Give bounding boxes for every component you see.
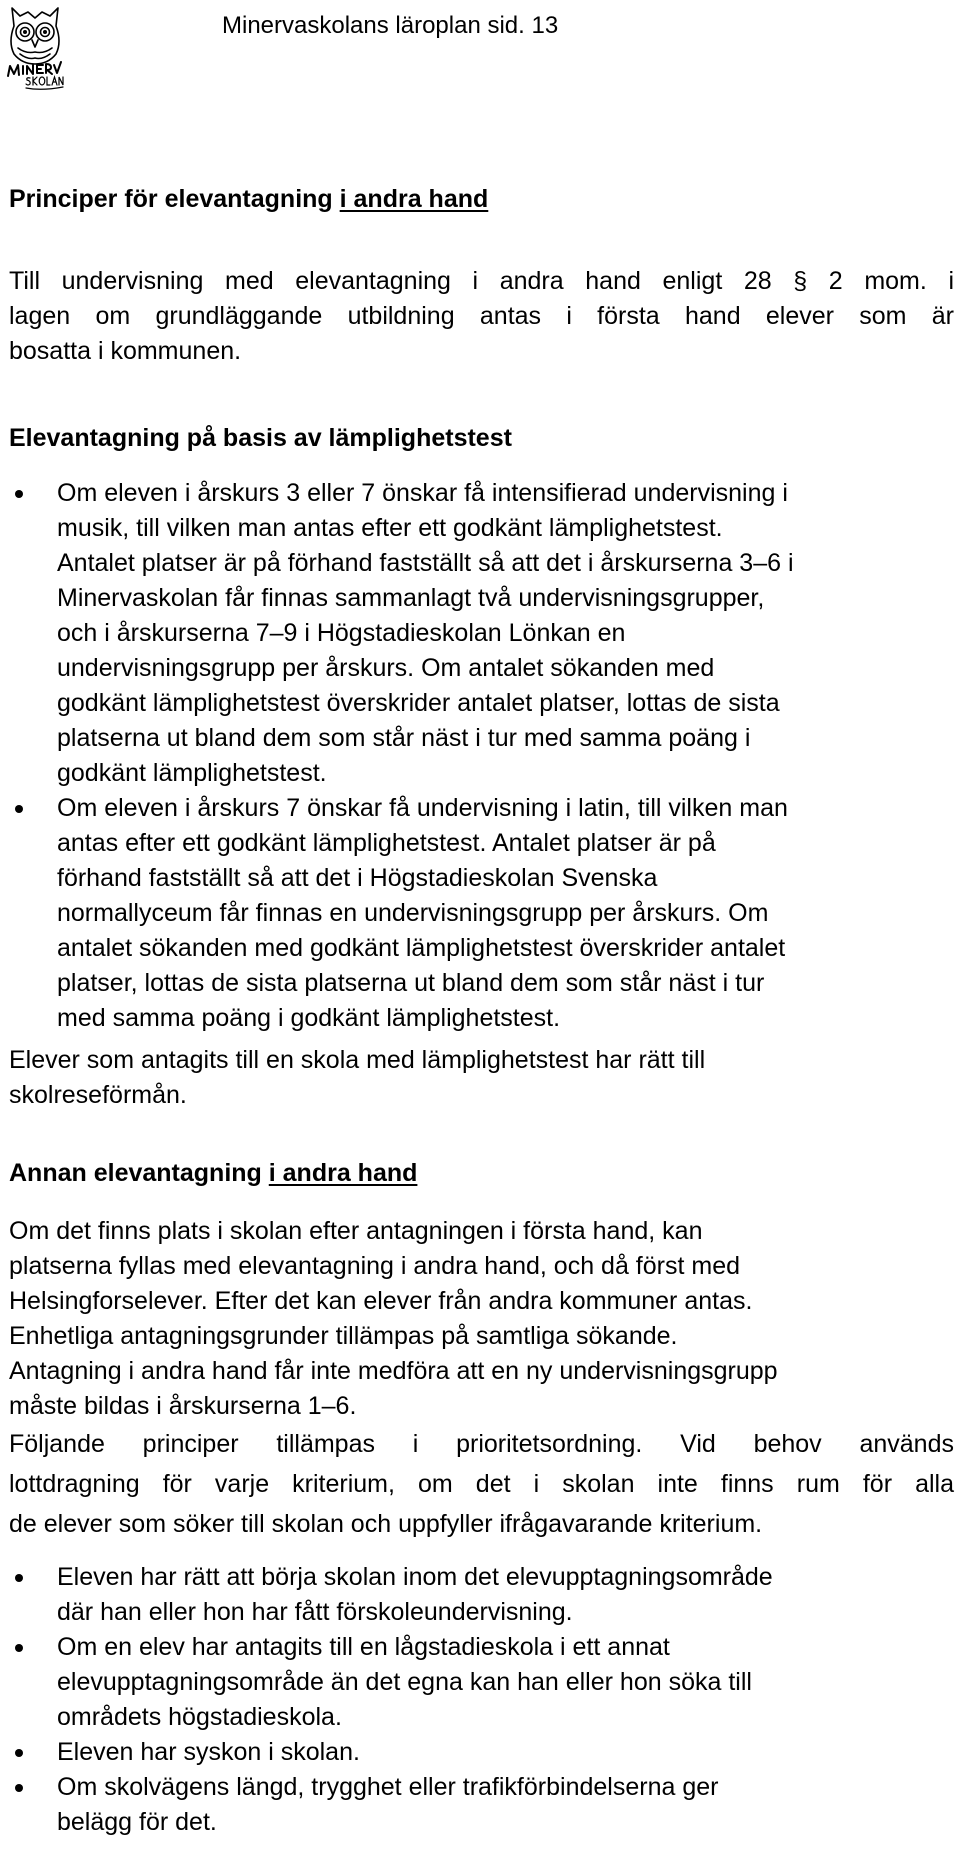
paragraph-line: skolreseförmån.: [9, 1081, 187, 1109]
other-admission-paragraph: [9, 1214, 954, 1424]
paragraph-line: lottdragning för varje kriterium, om det i skolan inte finns rum för alla: [9, 1470, 954, 1498]
paragraph-line: Följande principer tillämpas i prioritetsordning. Vid behov används: [9, 1430, 954, 1458]
principles-paragraph: [9, 1424, 954, 1544]
list-item-line: Eleven har syskon i skolan.: [57, 1738, 360, 1766]
list-item: [0, 1630, 773, 1735]
list-item-line: Eleven har rätt att börja skolan inom det elevupptagningsområde: [57, 1563, 773, 1591]
paragraph-line: Helsingforselever. Efter det kan elever från andra kommuner antas.: [9, 1287, 753, 1315]
paragraph-line: de elever som söker till skolan och uppfyller ifrågavarande kriterium.: [9, 1510, 763, 1538]
page-header-title: Minervaskolans läroplan sid. 13: [222, 12, 559, 39]
bullet-icon: [15, 805, 23, 813]
list-item: [0, 1735, 773, 1770]
paragraph-line: platserna fyllas med elevantagning i andra hand, och då först med: [9, 1252, 741, 1280]
heading-underlined-text: i andra hand: [268, 1159, 418, 1187]
list-item-line: elevupptagningsområde än det egna kan han eller hon söka till: [57, 1668, 752, 1696]
list-item-line: undervisningsgrupp per årskurs. Om antalet sökanden med: [57, 654, 715, 682]
list-item-line: Antalet platser är på förhand fastställt så att det i årskurserna 3–6 i: [57, 549, 794, 577]
list-item-line: belägg för det.: [57, 1808, 217, 1836]
list-item-line: Minervaskolan får finnas sammanlagt två undervisningsgrupper,: [57, 584, 765, 612]
paragraph-line: Om det finns plats i skolan efter antagningen i första hand, kan: [9, 1217, 703, 1245]
list-item-line: platser, lottas de sista platserna ut bland dem som står näst i tur: [57, 969, 765, 997]
list-item-line: antas efter ett godkänt lämplighetstest. Antalet platser är på: [57, 829, 716, 857]
list-item: [0, 791, 794, 1036]
bullet-icon: [15, 1574, 23, 1582]
heading-text: Principer för elevantagning: [9, 185, 340, 213]
list-item: [0, 1770, 773, 1840]
list-item-line: områdets högstadieskola.: [57, 1703, 342, 1731]
section-heading-other-admission: [9, 1156, 417, 1190]
list-item-line: musik, till vilken man antas efter ett godkänt lämplighetstest.: [57, 514, 723, 542]
list-item-line: normallyceum får finnas en undervisningsgrupp per årskurs. Om: [57, 899, 769, 927]
list-item-line: med samma poäng i godkänt lämplighetstest.: [57, 1004, 561, 1032]
list-item-line: där han eller hon har fått förskoleundervisning.: [57, 1598, 573, 1626]
bullet-icon: [15, 1644, 23, 1652]
paragraph-line: Enhetliga antagningsgrunder tillämpas på samtliga sökande.: [9, 1322, 678, 1350]
list-item: [0, 1560, 773, 1630]
aptitude-bullet-list: [0, 476, 794, 1036]
paragraph-line: måste bildas i årskurserna 1–6.: [9, 1392, 357, 1420]
paragraph-line: bosatta i kommunen.: [9, 337, 242, 365]
school-transport-paragraph: [9, 1043, 954, 1113]
paragraph-line: Antagning i andra hand får inte medföra att en ny undervisningsgrupp: [9, 1357, 778, 1385]
list-item-line: och i årskurserna 7–9 i Högstadieskolan Lönkan en: [57, 619, 626, 647]
list-item-line: platserna ut bland dem som står näst i tur med samma poäng i: [57, 724, 751, 752]
list-item-line: godkänt lämplighetstest överskrider antalet platser, lottas de sista: [57, 689, 780, 717]
intro-paragraph: [9, 264, 954, 369]
paragraph-line: lagen om grundläggande utbildning antas i första hand elever som är: [9, 302, 954, 330]
list-item-line: Om en elev har antagits till en lågstadieskola i ett annat: [57, 1633, 670, 1661]
list-item-line: Om eleven i årskurs 3 eller 7 önskar få intensifierad undervisning i: [57, 479, 788, 507]
bullet-icon: [15, 1784, 23, 1792]
section-heading-aptitude-test: Elevantagning på basis av lämplighetstest: [9, 424, 512, 452]
paragraph-line: Elever som antagits till en skola med lämplighetstest har rätt till: [9, 1046, 706, 1074]
list-item-line: förhand fastställt så att det i Högstadieskolan Svenska: [57, 864, 658, 892]
heading-underlined-text: i andra hand: [339, 185, 489, 213]
list-item: [0, 476, 794, 791]
list-item-line: godkänt lämplighetstest.: [57, 759, 327, 787]
owl-logo-icon: [6, 2, 64, 94]
list-item-line: antalet sökanden med godkänt lämplighetstest överskrider antalet: [57, 934, 786, 962]
list-item-line: Om eleven i årskurs 7 önskar få undervisning i latin, till vilken man: [57, 794, 788, 822]
list-item-line: Om skolvägens längd, trygghet eller trafikförbindelserna ger: [57, 1773, 719, 1801]
paragraph-line: Till undervisning med elevantagning i andra hand enligt 28 § 2 mom. i: [9, 267, 954, 295]
heading-text: Annan elevantagning: [9, 1159, 269, 1187]
criteria-bullet-list: [0, 1560, 773, 1840]
bullet-icon: [15, 490, 23, 498]
bullet-icon: [15, 1749, 23, 1757]
section-heading-principles: [9, 182, 488, 216]
